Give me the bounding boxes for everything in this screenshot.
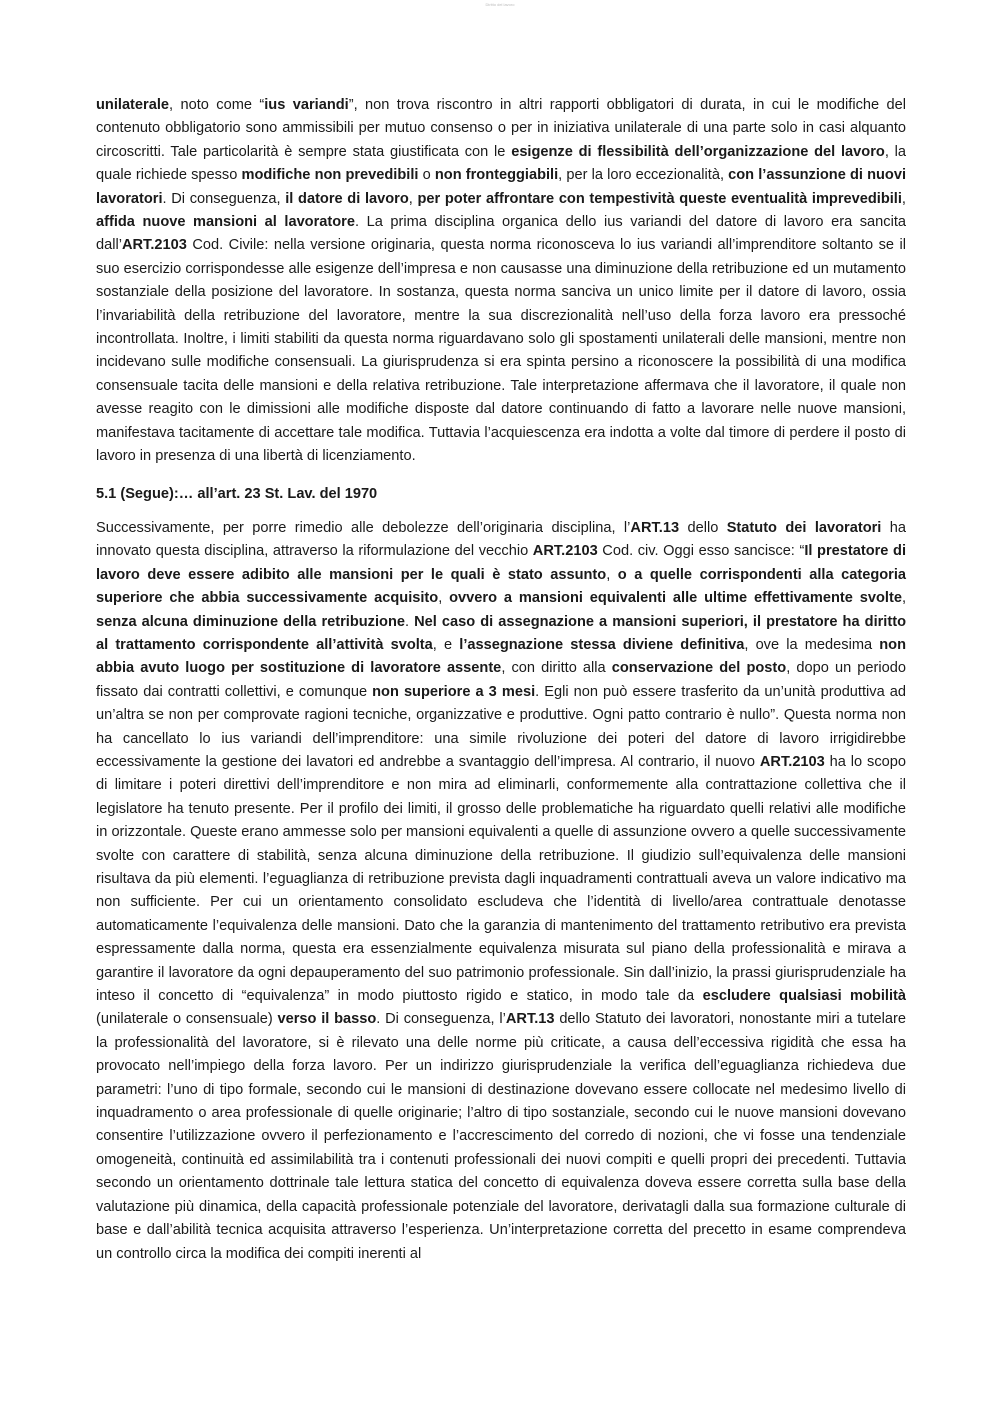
paragraph-ius-variandi [96, 94, 906, 469]
text-run: . [404, 613, 415, 630]
text-run: ”, non trova riscontro in altri rapporti obbligatori di durata, in cui le modifiche del contenuto obbligatorio sono ammissibili per mutuo consenso o per in iniziativa unilaterale di una parte solo in casi alquanto circoscritti. Tale particolarità è sempre stata giustificata con le [96, 97, 906, 160]
text-run: . Di conseguenza, [162, 190, 286, 207]
bold-text-run: o a quelle corrispondenti alla categoria superiore che abbia successivamente acquisito [96, 566, 907, 607]
text-run: ha innovato questa disciplina, attraverso la riformulazione del vecchio [96, 519, 906, 560]
bold-text-run: per poter affrontare con tempestività queste eventualità imprevedibili [417, 190, 902, 207]
bold-text-run: ovvero a mansioni equivalenti alle ultime effettivamente svolte [449, 590, 902, 607]
bold-text-run: ART.2103 [121, 237, 187, 254]
text-run: Cod. civ. Oggi esso sancisce: “ [597, 543, 805, 560]
text-run: , dopo un periodo fissato dai contratti collettivi, e comunque [96, 660, 906, 700]
bold-text-run: modifiche non prevedibili [241, 167, 419, 184]
bold-text-run: ART.13 [505, 1011, 555, 1028]
text-run: . Egli non può essere trasferito da un’unità produttiva ad un’altra se non per comprovate ragioni tecniche, organizzative e produttive. Ogni patto contrario è nullo”. Questa norma non ha cancellato lo ius variandi dell’imprenditore: una simile rivoluzione dei poteri del datore di lavoro irrigidirebbe eccessivamente la gestione dei lavatori ed andrebbe a svantaggio dell’impresa. Al contrario, il nuovo [96, 683, 906, 770]
bold-text-run: escludere qualsiasi mobilità [702, 988, 906, 1005]
bold-text-run: Statuto dei lavoratori [726, 519, 882, 536]
bold-text-run: l’assegnazione stessa diviene definitiva [459, 636, 745, 653]
bold-text-run: unilaterale [96, 97, 169, 113]
text-run: , ove la medesima [744, 636, 880, 653]
bold-text-run: conservazione del posto [611, 660, 787, 677]
text-run: , con diritto alla [501, 660, 612, 677]
document-body [96, 94, 906, 1266]
bold-text-run: con l’assunzione di nuovi lavoratori [96, 167, 906, 207]
text-run: . La prima disciplina organica dello ius variandi del datore di lavoro era sancita dall’ [96, 214, 906, 254]
bold-text-run: Nel caso di assegnazione a mansioni superiori, il prestatore ha diritto al trattamento corrispondente all’attività svolta [96, 613, 906, 653]
text-run: dello Statuto dei lavoratori, nonostante miri a tutelare la professionalità del lavoratore, si è rilevato una delle norme più criticate, a causa dell’eccessiva rigidità che essa ha provocato nell’impiego della forza lavoro. Per un indirizzo giurisprudenziale la verifica dell’eguaglianza richiedeva due parametri: l’uno di tipo formale, secondo cui le mansioni di destinazione dovevano essere collocate nel medesimo livello di inquadramento o area professionale di quelle originarie; l’altro di tipo sostanziale, secondo cui le nuove mansioni dovevano consentire l’utilizzazione ovvero il perfezionamento e l’accrescimento del corredo di nozioni, che vi fosse una tendenziale omogeneità, continuità ed assimilabilità tra i contenuti professionali dei nuovi compiti e quelli propri dei precedenti. Tuttavia secondo un orientamento dottrinale tale lettura statica del concetto di equivalenza doveva essere corretta sulla base della valutazione più dinamica, della capacità professionale potenziale del lavoratore, derivatagli dalla sua formazione culturale di base e dall’abilità tecnica acquisita attraverso l’esperienza. Un’interpretazione corretta del precetto in esame comprendeva un controllo circa la modifica dei compiti inerenti al [96, 1011, 906, 1262]
bold-text-run: ART.2103 [532, 543, 598, 560]
bold-text-run: ART.2103 [759, 753, 825, 770]
bold-text-run: affida nuove mansioni al lavoratore [96, 214, 355, 231]
bold-text-run: ius variandi [264, 97, 349, 113]
bold-text-run: verso il basso [277, 1011, 377, 1028]
bold-text-run: il datore di lavoro [285, 190, 409, 207]
text-run: ha lo scopo di limitare i poteri direttivi dell’imprenditore e non mira ad eliminarli, conformemente alla contrattazione collettiva che il legislatore ha tenuto presente. Per il profilo dei limiti, il grosso delle problematiche ha riguardato quelli relativi alle modifiche in orizzontale. Queste erano ammesse solo per mansioni equivalenti a quelle di assunzione ovvero a quelle successivamente svolte con carattere di stabilità, senza alcuna diminuzione della retribuzione. Il giudizio sull’equivalenza delle mansioni risultava da più elementi. l’eguaglianza di retribuzione prevista dagli inquadramenti contrattuali aveva un valore indicativo ma non sufficiente. Per cui un orientamento consolidato escludeva che l’identità di livello/area contrattuale denotasse automaticamente l’equivalenza delle mansioni. Dato che la garanzia di mantenimento del trattamento retributivo era prevista espressamente dalla norma, questa era essenzialmente equivalenza misurata sul piano della professionalità e mirava a garantire il lavoratore da ogni depauperamento del suo patrimonio professionale. Sin dall’inizio, la prassi giurisprudenziale ha inteso il concetto di “equivalenza” in modo piuttosto rigido e statico, in modo tale da [96, 753, 906, 1005]
section-heading: 5.1 (Segue):… all’art. 23 St. Lav. del 1970 [96, 485, 378, 502]
paragraph-statuto-lavoratori [96, 517, 906, 1266]
running-header: Diritto del lavoro [485, 2, 515, 7]
bold-text-run: non superiore a 3 mesi [372, 683, 536, 700]
text-run: , [606, 566, 618, 583]
bold-text-run: non abbia avuto luogo per sostituzione di lavoratore assente [96, 636, 906, 677]
text-run: , [901, 190, 906, 207]
text-run: , [408, 190, 418, 207]
bold-text-run: esigenze di flessibilità dell’organizzazione del lavoro [511, 143, 885, 160]
bold-text-run: non fronteggiabili [434, 167, 559, 184]
text-run: Successivamente, per porre rimedio alle debolezze dell’originaria disciplina, l’ [96, 519, 631, 536]
text-run: o [418, 167, 435, 184]
bold-text-run: Il prestatore di lavoro deve essere adibito alle mansioni per le quali è stato assunto [96, 543, 906, 583]
text-run: Cod. Civile: nella versione originaria, questa norma riconosceva lo ius variandi all’imprenditore soltanto se il suo esercizio corrispondesse alle esigenze dell’impresa e non causasse una diminuzione della retribuzione ed un mutamento sostanziale della posizione del lavoratore. In sostanza, questa norma sanciva un unico limite per il datore di lavoro, ossia l’invariabilità della retribuzione del lavoratore, mentre la sua discrezionalità nell’uso della forza lavoro era pressoché incontrollata. Inoltre, i limiti stabiliti da questa norma riguardavano solo gli spostamenti unilaterali delle mansioni, mentre non incidevano sulle modifiche consensuali. La giurisprudenza si era spinta persino a riconoscere la possibilità di una modifica consensuale tacita delle mansioni e della relativa retribuzione. Tale interpretazione affermava che il lavoratore, il quale non avesse reagito con le dimissioni alle modifiche disposte dal datore continuando di fatto a lavorare nelle nuove mansioni, manifestava tacitamente di accettare tale modifica. Tuttavia l’acquiescenza era indotta a volte dal timore di perdere il posto di lavoro in presenza di una libertà di licenziamento. [96, 237, 906, 465]
text-run: , [901, 590, 907, 607]
text-run: (unilaterale o consensuale) [96, 1011, 278, 1028]
text-run: dello [679, 519, 727, 536]
text-run: , la quale richiede spesso [96, 143, 907, 184]
text-run: , e [432, 636, 460, 653]
text-run: , [438, 590, 450, 607]
text-run: , per la loro eccezionalità, [558, 167, 729, 184]
text-run: . Di conseguenza, l’ [376, 1011, 506, 1028]
bold-text-run: senza alcuna diminuzione della retribuzione [96, 613, 405, 630]
bold-text-run: ART.13 [630, 519, 680, 536]
text-run: , noto come “ [169, 97, 265, 113]
